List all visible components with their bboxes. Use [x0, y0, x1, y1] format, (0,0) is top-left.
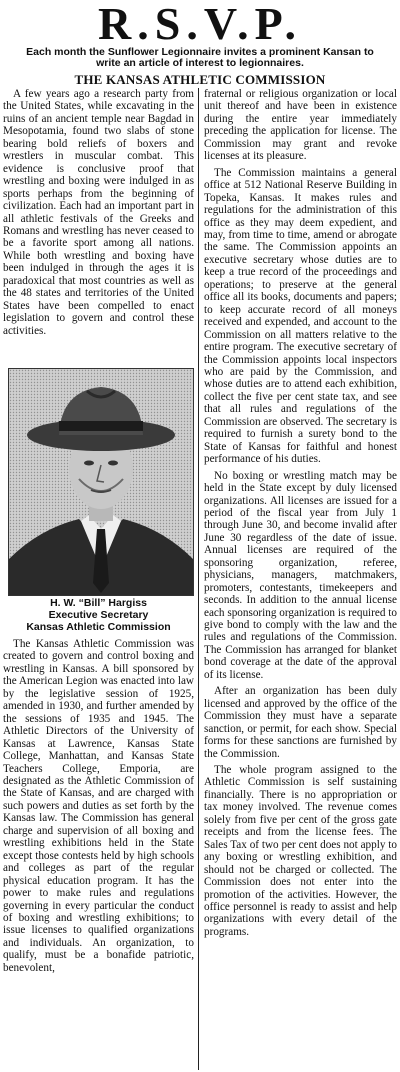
caption-title: Executive Secretary — [48, 609, 149, 621]
left-column-top — [3, 88, 194, 368]
paragraph: The Commission maintains a general office at 512 National Reserve Building in Topeka, Kansas. It makes rules and regulations for the administration of this office as they may deem expedient, and may, from time to time, amend or abrogate the same. The Commission appoints an executive secretary whose duties are to keep a true record of the proceedings and operations; to preserve at the general office all its books, documents and papers; to keep accurate record of all moneys received and expended, and account to the Commission on all matters relative to the entire program. The executive secretary of the Commission appoints local inspectors who are paid by the Commission, and whose duties are to attend each exhibition, collect the five per cent state tax, and see that all rules and regulations of the Commission are observed. The secretary is required to furnish a surety bond to the State of Kansas for faithful and honest performance of his duties. — [204, 166, 397, 466]
masthead-title: R.S.V.P. — [98, 0, 302, 49]
caption-organization: Kansas Athletic Commission — [26, 621, 171, 633]
paragraph: fraternal or religious organization or local unit thereof and have been in existence during the entire year immediately preceding the application for license. The Commission may grant and revoke licenses at its pleasure. — [204, 88, 397, 163]
paragraph: The Kansas Athletic Commission was created to govern and control boxing and wrestling in Kansas. A bill sponsored by the American Legion was enacted into law by the legislative session of 1925, amended in 1930, and further amended by the sessions of 1935 and 1945. The Athletic Directors of the University of Kansas at Lawrence, Kansas State College, Manhattan, and Kansas State Teachers College, Emporia, are designated as the Athletic Commission of the State of Kansas, and are charged with such powers and duties as set forth by the Kansas law. The Commission has general charge and supervision of all boxing and wrestling exhibitions held in the State except those contests held by high schools and colleges as part of the regular physical education program. It has the power to make rules and regulations governing in every particular the conduct of boxing and wrestling exhibitions; to issue licenses to qualified organizations and individuals. An organization, to qualify, must be a bonafide patriotic, benevolent, — [3, 638, 194, 974]
left-column-bottom — [3, 638, 194, 1070]
intro-text: Each month the Sunflower Legionnaire invites a prominent Kansan to write an article of interest to legionnaires. — [26, 46, 374, 69]
photo-caption — [3, 597, 194, 633]
right-column — [204, 88, 397, 1070]
article-headline: THE KANSAS ATHLETIC COMMISSION — [74, 72, 326, 87]
portrait-photo — [8, 368, 194, 596]
paragraph: No boxing or wrestling match may be held in the State except by duly licensed organizations. All licenses are issued for a period of the fiscal year from July 1 through June 30, and become invalid after June 30 regardless of the date of issue. Annual licenses are required of the sponsoring organization, referee, physicians, managers, matchmakers, promoters, contestants, timekeepers and seconds. In addition to the annual license each sponsoring organization is required to give bond to comply with the law and the rules and regulations of the Commission. The Commission has arranged for blanket bond coverage at the date of the approval of its license. — [204, 469, 397, 681]
caption-name: H. W. “Bill” Hargiss — [50, 597, 147, 609]
paragraph: A few years ago a research party from the United States, while excavating in the ruins of an ancient temple near Bagdad in Mesopotamia, found two slabs of stone bearing bold reliefs of boxers and wrestlers in muscular combat. This evidence is conclusive proof that wrestling and boxing were indulged in as sports perhaps from the beginning of civilization. Each had an important part in all athletic festivals of the Greeks and Romans and wrestling has never ceased to be a favorite sport among all nations. While both wrestling and boxing have been indulged in through the ages it is paradoxical that most countries as well as the 48 states and territories of the United States have been compelled to enact legislation to govern and control these activities. — [3, 88, 194, 337]
paragraph: After an organization has been duly licensed and approved by the office of the Commission they must have a separate sanction, or permit, for each show. Special forms for these sanctions are furnished by the Commission. — [204, 685, 397, 760]
portrait-image — [9, 369, 193, 595]
paragraph: The whole program assigned to the Athletic Commission is self sustaining financially. There is no appropriation or tax money involved. The revenue comes solely from five per cent of the gross gate receipts and from the license fees. The Sales Tax of two per cent does not apply to any boxing or wrestling exhibition, and should not be charged or collected. The Commission does not enter into the promotion of the activities. However, the office personnel is ready to assist and help organizations with every detail of the programs. — [204, 764, 397, 938]
column-divider — [198, 88, 199, 1070]
